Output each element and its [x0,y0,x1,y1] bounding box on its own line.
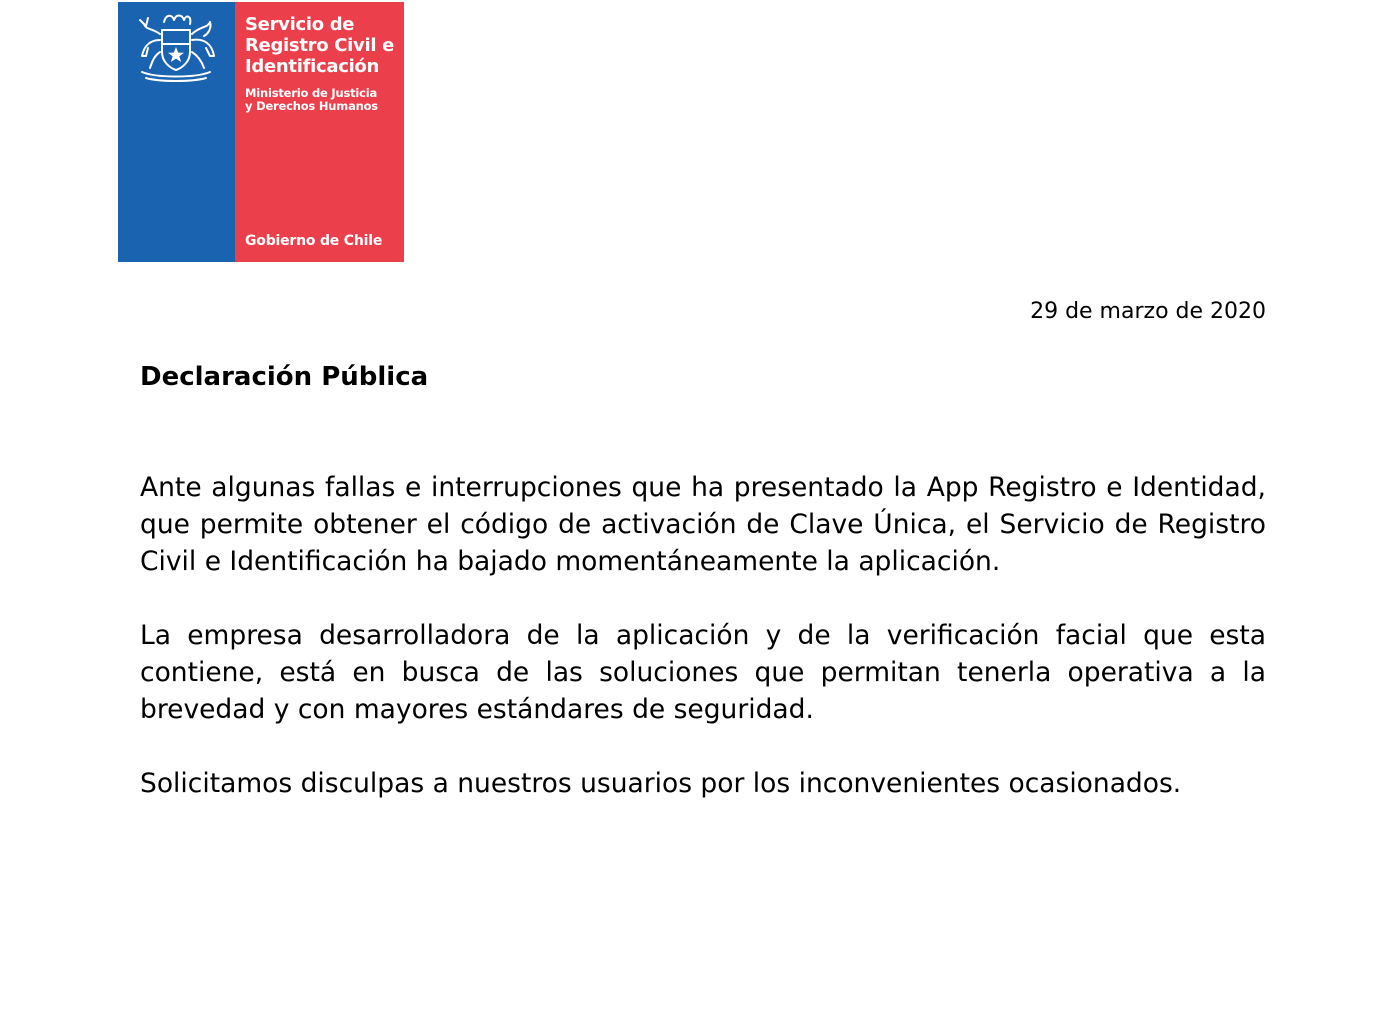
organization-name-line: Identificación [245,56,380,77]
organization-name-line: Registro Civil e [245,35,395,56]
chile-coat-of-arms-icon [126,12,226,84]
ministry-name [245,87,378,113]
document-body [140,469,1266,839]
ministry-name-line: y Derechos Humanos [245,99,378,113]
paragraph: La empresa desarrolladora de la aplicación y de la verificación facial que esta contiene, está en busca de las soluciones que permitan tenerla operativa a la brevedad y con mayores estándares de seguridad. [140,620,1266,725]
document-title: Declaración Pública [140,362,429,392]
organization-name-line: Servicio de [245,14,355,35]
paragraph: Solicitamos disculpas a nuestros usuarios por los inconvenientes ocasionados. [140,768,1182,799]
logo-red-panel [235,2,404,262]
logo-blue-panel [118,2,235,262]
government-label: Gobierno de Chile [245,233,383,249]
paragraph: Ante algunas fallas e interrupciones que ha presentado la App Registro e Identidad, que permite obtener el código de activación de Clave Única, el Servicio de Registro Civil e Identificación ha bajado momentáneamente la aplicación. [140,472,1266,577]
organization-name [245,14,415,77]
document-date: 29 de marzo de 2020 [1030,299,1266,324]
ministry-name-line: Ministerio de Justicia [245,86,378,100]
institution-logo [118,2,404,262]
